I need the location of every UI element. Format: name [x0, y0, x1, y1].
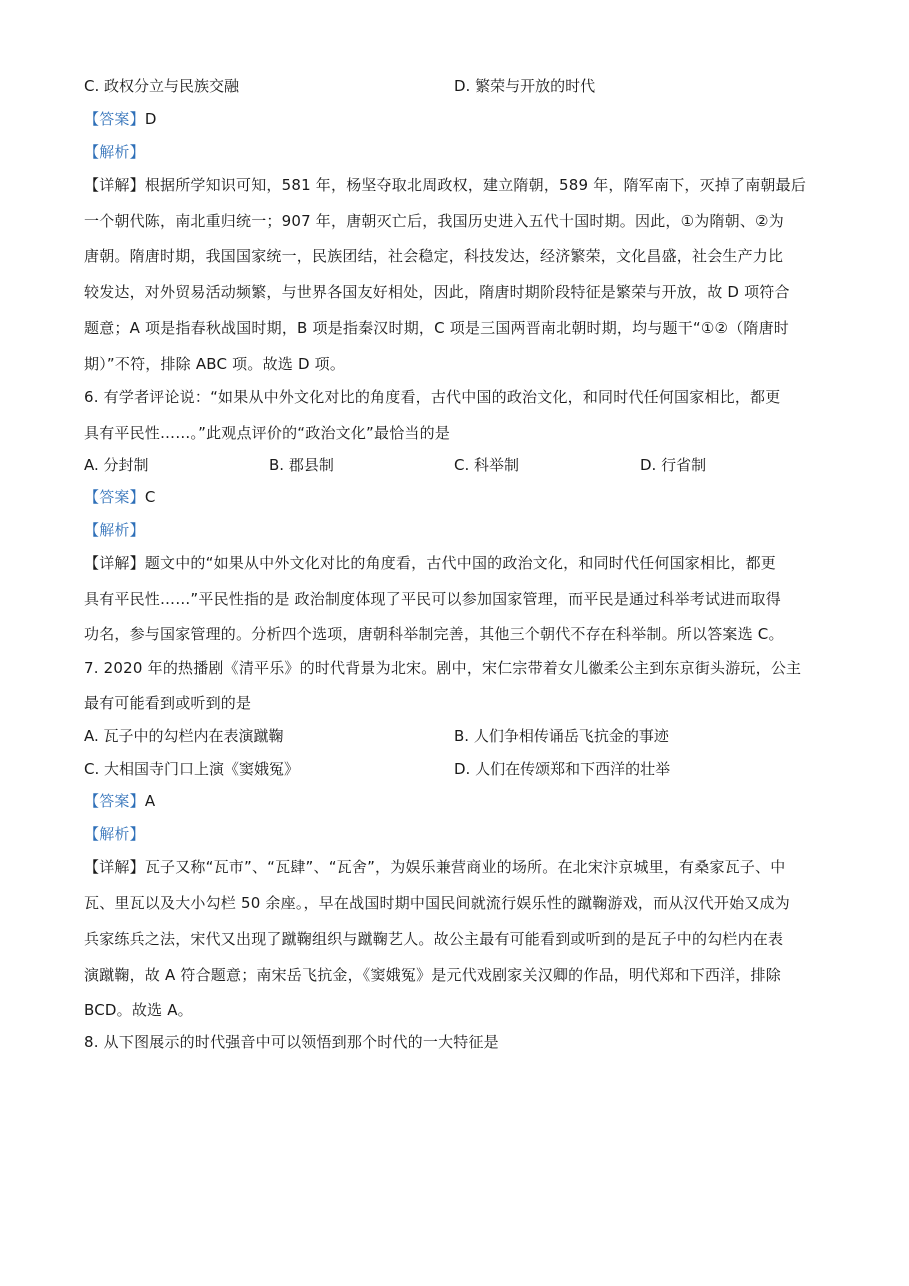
q7-option-a: A. 瓦子中的勾栏内在表演蹴鞠	[84, 727, 284, 745]
q6-detail-line-3: 功名，参与国家管理的。分析四个选项，唐朝科举制完善，其他三个朝代不存在科举制。所以答案选 C。	[84, 625, 784, 643]
answer-value: D	[144, 110, 157, 128]
answer-tag: 【答案】	[84, 110, 145, 128]
detail-text: 瓦子又称“瓦市”、“瓦肆”、“瓦舍”，为娱乐兼营商业的场所。在北宋汴京城里，有桑家瓦子、中	[144, 858, 786, 876]
q6-option-d: D. 行省制	[640, 456, 707, 474]
detail-text: 根据所学知识可知，581 年，杨坚夺取北周政权，建立隋朝，589 年，隋军南下，灭掉了南朝最后	[144, 176, 807, 194]
q6-detail-line-1	[84, 553, 776, 573]
q8-stem: 8. 从下图展示的时代强音中可以领悟到那个时代的一大特征是	[84, 1033, 499, 1051]
q5-analysis-line	[84, 142, 145, 162]
q6-option-b: B. 郡县制	[269, 456, 334, 474]
q7-detail-line-4: 演蹴鞠，故 A 符合题意；南宋岳飞抗金，《窦娥冤》是元代戏剧家关汉卿的作品，明代郑和下西洋，排除	[84, 966, 781, 984]
q6-analysis-line	[84, 520, 145, 540]
q5-detail-line-1	[84, 175, 806, 195]
detail-tag: 【详解】	[84, 176, 145, 194]
q7-option-b: B. 人们争相传诵岳飞抗金的事迹	[454, 727, 669, 745]
q7-stem-line-1: 7. 2020 年的热播剧《清平乐》的时代背景为北宋。剧中，宋仁宗带着女儿徽柔公主到东京街头游玩，公主	[84, 659, 802, 677]
q5-detail-line-3: 唐朝。隋唐时期，我国国家统一，民族团结，社会稳定，科技发达，经济繁荣，文化昌盛，社会生产力比	[84, 247, 784, 265]
q5-option-c: C. 政权分立与民族交融	[84, 77, 240, 95]
q7-option-d: D. 人们在传颂郑和下西洋的壮举	[454, 760, 671, 778]
q5-detail-line-5: 题意；A 项是指春秋战国时期，B 项是指秦汉时期，C 项是三国两晋南北朝时期，均与题干“①②（隋唐时	[84, 319, 789, 337]
analysis-tag: 【解析】	[84, 143, 145, 161]
q5-answer-line	[84, 109, 157, 129]
q6-option-a: A. 分封制	[84, 456, 149, 474]
q6-detail-line-2: 具有平民性……”平民性指的是 政治制度体现了平民可以参加国家管理，而平民是通过科举考试进而取得	[84, 590, 781, 608]
q7-detail-line-3: 兵家练兵之法，宋代又出现了蹴鞠组织与蹴鞠艺人。故公主最有可能看到或听到的是瓦子中的勾栏内在表	[84, 930, 784, 948]
q7-detail-line-2: 瓦、里瓦以及大小勾栏 50 余座。，早在战国时期中国民间就流行娱乐性的蹴鞠游戏，而从汉代开始又成为	[84, 894, 790, 912]
q5-detail-line-6: 期）”不符，排除 ABC 项。故选 D 项。	[84, 355, 346, 373]
q7-stem-line-2: 最有可能看到或听到的是	[84, 694, 252, 712]
q5-detail-line-4: 较发达，对外贸易活动频繁，与世界各国友好相处，因此，隋唐时期阶段特征是繁荣与开放，故 D 项符合	[84, 283, 790, 301]
q7-detail-line-1	[84, 857, 785, 877]
q6-answer-line	[84, 487, 156, 507]
q6-stem-line-2: 具有平民性……。”此观点评价的“政治文化”最恰当的是	[84, 424, 451, 442]
answer-tag: 【答案】	[84, 792, 145, 810]
analysis-tag: 【解析】	[84, 825, 145, 843]
q7-detail-line-5: BCD。故选 A。	[84, 1001, 193, 1019]
answer-value: C	[144, 488, 156, 506]
detail-text: 题文中的“如果从中外文化对比的角度看，古代中国的政治文化，和同时代任何国家相比，都更	[144, 554, 776, 572]
answer-tag: 【答案】	[84, 488, 145, 506]
q5-detail-line-2: 一个朝代陈，南北重归统一；907 年，唐朝灭亡后，我国历史进入五代十国时期。因此，①为隋朝、②为	[84, 212, 784, 230]
q7-answer-line	[84, 791, 155, 811]
q6-stem-line-1: 6. 有学者评论说：“如果从中外文化对比的角度看，古代中国的政治文化，和同时代任何国家相比，都更	[84, 388, 781, 406]
detail-tag: 【详解】	[84, 858, 145, 876]
detail-tag: 【详解】	[84, 554, 145, 572]
q6-option-c: C. 科举制	[454, 456, 520, 474]
q7-option-c: C. 大相国寺门口上演《窦娥冤》	[84, 760, 300, 778]
q7-analysis-line	[84, 824, 145, 844]
q5-option-d: D. 繁荣与开放的时代	[454, 77, 596, 95]
analysis-tag: 【解析】	[84, 521, 145, 539]
answer-value: A	[144, 792, 156, 810]
